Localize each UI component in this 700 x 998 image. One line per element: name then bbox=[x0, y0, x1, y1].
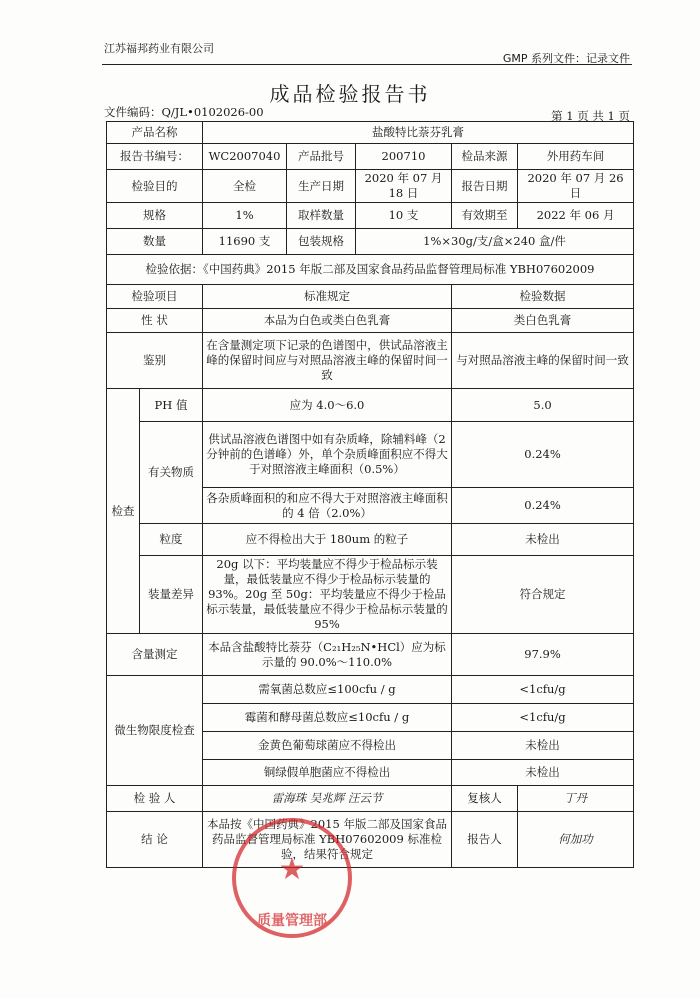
conclusion-text: 本品按《中国药典》2015 年版二部及国家食品药品监督管理局标准 YBH07602009 标准检验，结果符合规定 bbox=[203, 812, 452, 868]
granularity-item: 粒度 bbox=[140, 524, 203, 556]
document-code: 文件编码：Q/JL•0102026-00 bbox=[104, 105, 264, 119]
package-label: 包装规格 bbox=[287, 229, 356, 255]
appearance-standard: 本品为白色或类白色乳膏 bbox=[203, 309, 452, 333]
micro-result-2: <1cfu/g bbox=[452, 704, 634, 732]
row-micro-1 bbox=[107, 676, 634, 704]
assay-standard: 本品含盐酸特比萘芬（C₂₁H₂₅N•HCl）应为标示量的 90.0%～110.0% bbox=[203, 634, 452, 676]
purpose-label: 检验目的 bbox=[107, 170, 203, 203]
quantity-label: 数量 bbox=[107, 229, 203, 255]
row-basis bbox=[107, 255, 634, 285]
row-impurity-1 bbox=[107, 422, 634, 488]
expiry-label: 有效期至 bbox=[452, 203, 518, 229]
row-column-headers bbox=[107, 285, 634, 309]
quality-dept-seal bbox=[232, 818, 352, 938]
batch-no-value: 200710 bbox=[356, 144, 452, 170]
row-identification bbox=[107, 333, 634, 389]
spec-label: 规格 bbox=[107, 203, 203, 229]
fill-variation-standard: 20g 以下：平均装量应不得少于检品标示装量，最低装量应不得少于检品标示装量的 93%。20g 至 50g：平均装量应不得少于检品标示装量，最低装量应不得少于检品标示装量的 95% bbox=[203, 556, 452, 634]
conclusion-label: 结 论 bbox=[107, 812, 203, 868]
report-no-label: 报告书编号： bbox=[107, 144, 203, 170]
assay-item: 含量测定 bbox=[107, 634, 203, 676]
ph-result: 5.0 bbox=[452, 389, 634, 422]
expiry-value: 2022 年 06 月 bbox=[518, 203, 634, 229]
col-result-header: 检验数据 bbox=[452, 285, 634, 309]
appearance-item: 性 状 bbox=[107, 309, 203, 333]
appearance-result: 类白色乳膏 bbox=[452, 309, 634, 333]
fill-variation-item: 装量差异 bbox=[140, 556, 203, 634]
micro-standard-3: 金黄色葡萄球菌应不得检出 bbox=[203, 732, 452, 760]
row-assay bbox=[107, 634, 634, 676]
fill-variation-result: 符合规定 bbox=[452, 556, 634, 634]
row-appearance bbox=[107, 309, 634, 333]
impurity-result-1: 0.24% bbox=[452, 422, 634, 488]
ph-standard: 应为 4.0～6.0 bbox=[203, 389, 452, 422]
reviewer-label: 复核人 bbox=[452, 786, 518, 812]
document-type: GMP 系列文件：记录文件 bbox=[502, 52, 630, 65]
report-title: 成品检验报告书 bbox=[269, 82, 431, 106]
assay-result: 97.9% bbox=[452, 634, 634, 676]
source-value: 外用药车间 bbox=[518, 144, 634, 170]
col-standard-header: 标准规定 bbox=[203, 285, 452, 309]
header-divider bbox=[102, 64, 632, 65]
product-name-value: 盐酸特比萘芬乳膏 bbox=[203, 122, 634, 144]
product-name-label: 产品名称 bbox=[107, 122, 203, 144]
micro-result-4: 未检出 bbox=[452, 760, 634, 786]
check-group-label: 检查 bbox=[107, 389, 140, 634]
row-product-name bbox=[107, 122, 634, 144]
page-number: 第 1 页 共 1 页 bbox=[551, 109, 630, 123]
reviewer-signature: 丁丹 bbox=[518, 786, 634, 812]
micro-standard-4: 铜绿假单胞菌应不得检出 bbox=[203, 760, 452, 786]
impurity-standard-1: 供试品溶液色谱图中如有杂质峰，除辅料峰（2 分钟前的色谱峰）外，单个杂质峰面积应不得大于对照溶液主峰面积（0.5%） bbox=[203, 422, 452, 488]
reporter-signature: 何加功 bbox=[518, 812, 634, 868]
package-value: 1%×30g/支/盒×240 盒/件 bbox=[356, 229, 634, 255]
purpose-value: 全检 bbox=[203, 170, 287, 203]
identification-item: 鉴别 bbox=[107, 333, 203, 389]
reporter-label: 报告人 bbox=[452, 812, 518, 868]
sample-qty-label: 取样数量 bbox=[287, 203, 356, 229]
report-no-value: WC2007040 bbox=[203, 144, 287, 170]
micro-result-3: 未检出 bbox=[452, 732, 634, 760]
report-date-value: 2020 年 07 月 26 日 bbox=[518, 170, 634, 203]
source-label: 检品来源 bbox=[452, 144, 518, 170]
row-quantity bbox=[107, 229, 634, 255]
ph-item: PH 值 bbox=[140, 389, 203, 422]
seal-star-icon: ★ bbox=[278, 852, 306, 887]
report-date-label: 报告日期 bbox=[452, 170, 518, 203]
row-granularity bbox=[107, 524, 634, 556]
company-name: 江苏福邦药业有限公司 bbox=[104, 42, 214, 55]
inspector-signatures: 雷海珠 吴兆辉 汪云节 bbox=[203, 786, 452, 812]
inspection-report-table bbox=[106, 121, 634, 868]
row-conclusion bbox=[107, 812, 634, 868]
prod-date-label: 生产日期 bbox=[287, 170, 356, 203]
micro-standard-2: 霉菌和酵母菌总数应≤10cfu / g bbox=[203, 704, 452, 732]
prod-date-value: 2020 年 07 月 18 日 bbox=[356, 170, 452, 203]
identification-result: 与对照品溶液主峰的保留时间一致 bbox=[452, 333, 634, 389]
sample-qty-value: 10 支 bbox=[356, 203, 452, 229]
identification-standard: 在含量测定项下记录的色谱图中，供试品溶液主峰的保留时间应与对照品溶液主峰的保留时间一致 bbox=[203, 333, 452, 389]
micro-result-1: <1cfu/g bbox=[452, 676, 634, 704]
inspector-label: 检 验 人 bbox=[107, 786, 203, 812]
micro-standard-1: 需氧菌总数应≤100cfu / g bbox=[203, 676, 452, 704]
impurity-item: 有关物质 bbox=[140, 422, 203, 524]
row-spec bbox=[107, 203, 634, 229]
spec-value: 1% bbox=[203, 203, 287, 229]
seal-text: 质量管理部 bbox=[257, 913, 327, 929]
batch-no-label: 产品批号 bbox=[287, 144, 356, 170]
row-ph bbox=[107, 389, 634, 422]
inspection-basis: 检验依据：《中国药典》2015 年版二部及国家食品药品监督管理局标准 YBH07602009 bbox=[107, 255, 634, 285]
granularity-result: 未检出 bbox=[452, 524, 634, 556]
granularity-standard: 应不得检出大于 180um 的粒子 bbox=[203, 524, 452, 556]
row-purpose bbox=[107, 170, 634, 203]
row-report-no bbox=[107, 144, 634, 170]
micro-group-label: 微生物限度检查 bbox=[107, 676, 203, 786]
quantity-value: 11690 支 bbox=[203, 229, 287, 255]
row-fill-variation bbox=[107, 556, 634, 634]
row-inspector bbox=[107, 786, 634, 812]
col-item-header: 检验项目 bbox=[107, 285, 203, 309]
impurity-result-2: 0.24% bbox=[452, 488, 634, 524]
impurity-standard-2: 各杂质峰面积的和应不得大于对照溶液主峰面积的 4 倍（2.0%） bbox=[203, 488, 452, 524]
